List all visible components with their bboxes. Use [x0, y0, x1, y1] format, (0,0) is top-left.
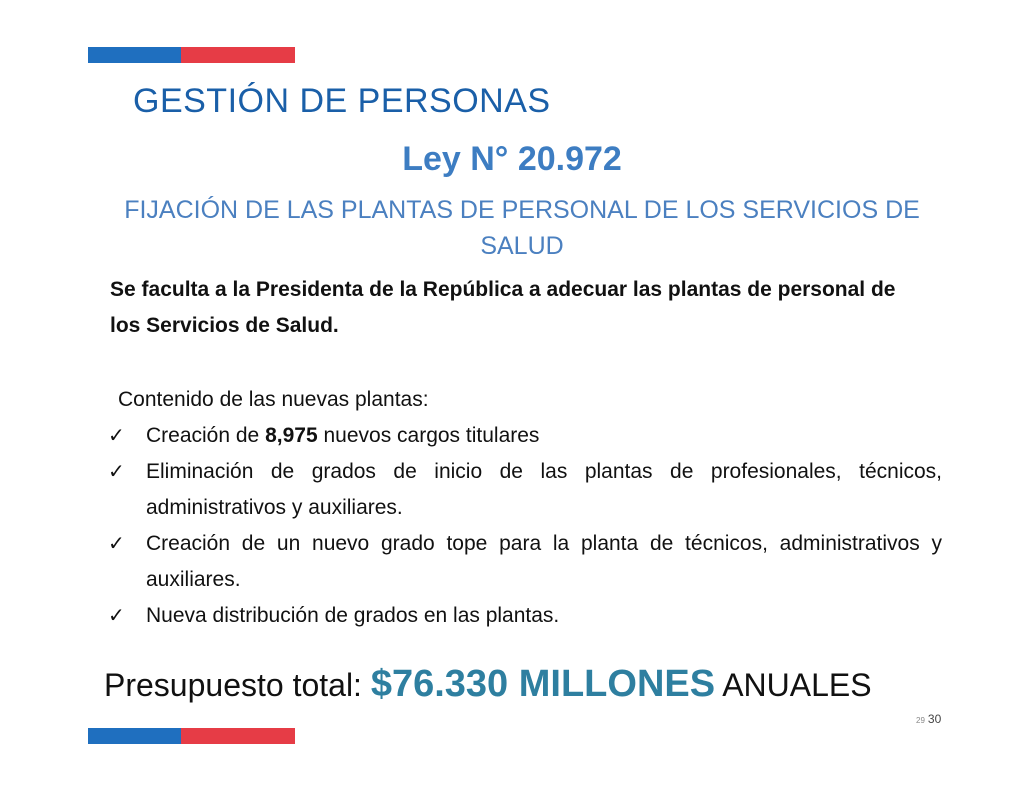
page-number-main: 30 [927, 712, 942, 726]
budget-suffix: ANUALES [715, 667, 872, 703]
top-bar-red-segment [181, 47, 295, 63]
page-number [916, 712, 941, 726]
intro-paragraph: Se faculta a la Presidenta de la República a adecuar las plantas de personal de los Servicios de Salud. [110, 278, 896, 337]
bottom-bar-blue-segment [88, 728, 181, 744]
bullet-highlight-number: 8,975 [265, 424, 318, 447]
checkmark-icon: ✓ [108, 605, 125, 627]
top-decorative-bar [88, 47, 295, 63]
budget-line [104, 663, 872, 706]
checkmark-icon: ✓ [108, 533, 125, 555]
budget-label: Presupuesto total: [104, 667, 371, 703]
checkmark-icon: ✓ [108, 425, 125, 447]
contents-heading: Contenido de las nuevas plantas: [118, 388, 429, 411]
bullet-item-grade-elimination [108, 454, 942, 526]
top-bar-blue-segment [88, 47, 181, 63]
page-number-small: 29 [916, 716, 925, 725]
bullet-text: Creación de un nuevo grado tope para la planta de técnicos, administrativos y auxiliares. [146, 532, 942, 591]
law-title: Ley N° 20.972 [402, 140, 622, 178]
bullet-text: Eliminación de grados de inicio de las plantas de profesionales, técnicos, administrativos y auxiliares. [146, 460, 942, 519]
budget-amount: $76.330 MILLONES [370, 663, 716, 705]
bullet-item-new-top-grade [108, 526, 942, 598]
bottom-decorative-bar [88, 728, 295, 744]
bullet-text: Creación de [146, 424, 266, 447]
bottom-bar-red-segment [181, 728, 295, 744]
bullet-list [108, 418, 942, 634]
law-subtitle: FIJACIÓN DE LAS PLANTAS DE PERSONAL DE LOS SERVICIOS DE SALUD [124, 196, 920, 260]
bullet-item-grade-distribution [108, 598, 942, 634]
bullet-item-new-positions [108, 418, 942, 454]
section-title: GESTIÓN DE PERSONAS [133, 82, 551, 120]
bullet-text: Nueva distribución de grados en las plantas. [146, 604, 560, 627]
bullet-text: nuevos cargos titulares [317, 424, 540, 447]
checkmark-icon: ✓ [108, 461, 125, 483]
